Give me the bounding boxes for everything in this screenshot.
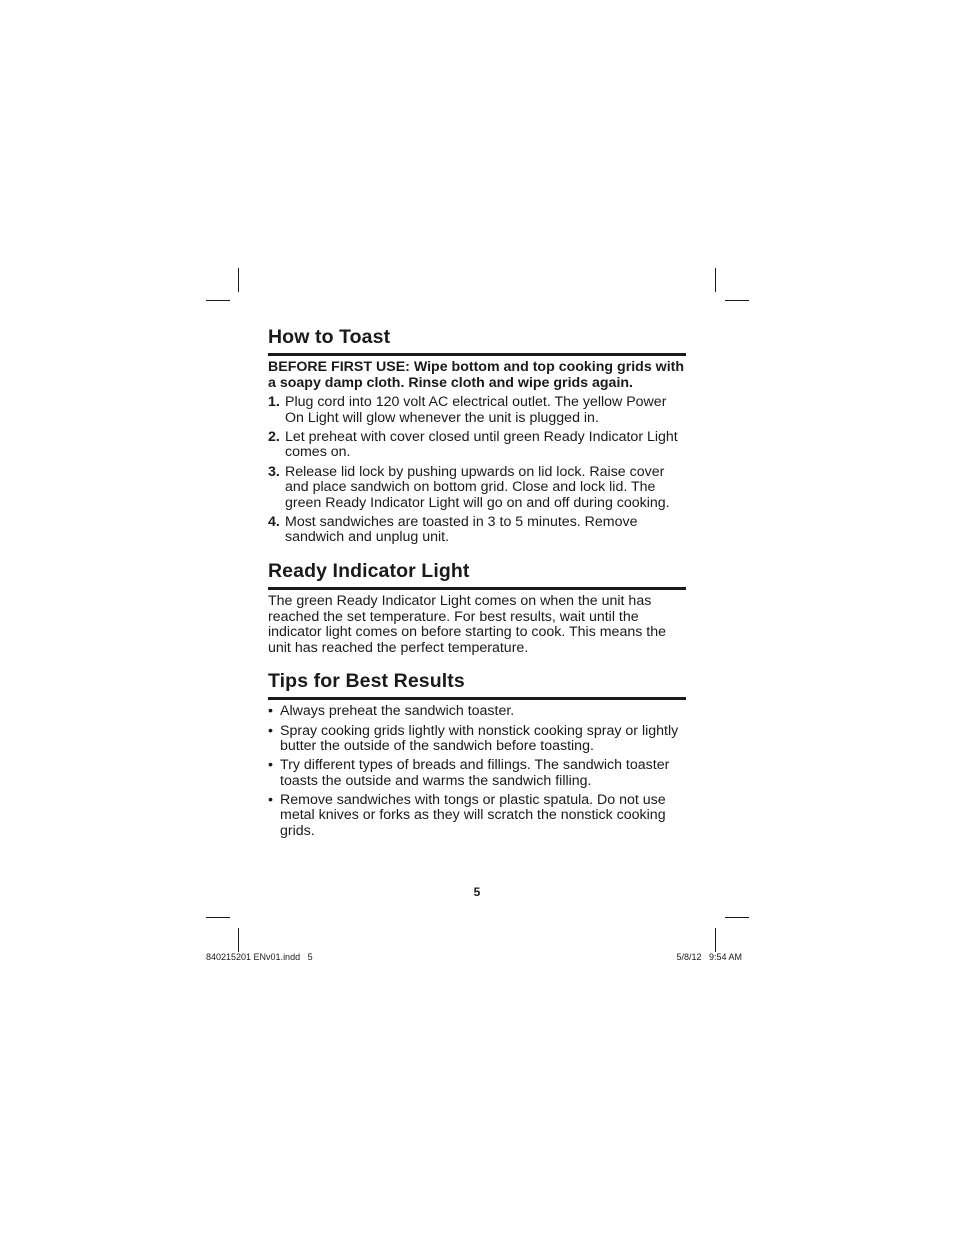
- step-number: 1.: [268, 394, 280, 411]
- bullet-icon: •: [268, 703, 273, 720]
- crop-mark: [725, 917, 749, 918]
- step-text: Plug cord into 120 volt AC electrical outlet. The yellow Power On Light will glow whenever the unit is plugged in.: [285, 394, 667, 426]
- tip-text: Always preheat the sandwich toaster.: [280, 703, 515, 720]
- tips-list: [268, 704, 686, 839]
- step-number: 3.: [268, 463, 280, 480]
- page-number: 5: [473, 885, 481, 899]
- list-item: [268, 704, 686, 720]
- bullet-icon: •: [268, 791, 273, 808]
- section-heading: Ready Indicator Light: [268, 560, 686, 590]
- tip-text: Try different types of breads and fillings. The sandwich toaster toasts the outside and warms the sandwich filling.: [280, 757, 670, 789]
- section-heading: Tips for Best Results: [268, 670, 686, 700]
- step-number: 2.: [268, 428, 280, 445]
- list-item: [268, 465, 686, 512]
- section-tips: [268, 670, 686, 839]
- bullet-icon: •: [268, 757, 273, 774]
- tip-text: Spray cooking grids lightly with nonstick cooking spray or lightly butter the outside of the sandwich before toasting.: [280, 722, 679, 755]
- list-item: [268, 724, 686, 755]
- list-item: [268, 793, 686, 840]
- crop-mark: [715, 928, 716, 952]
- step-text: Release lid lock by pushing upwards on lid lock. Raise cover and place sandwich on bottom grid. Close and lock lid. The green Ready Indicator Light will go on and off during cooking.: [285, 463, 670, 511]
- step-text: Let preheat with cover closed until green Ready Indicator Light comes on.: [285, 428, 678, 461]
- list-item: [268, 395, 686, 426]
- slug-file: 840215201 ENv01.indd 5: [206, 952, 313, 962]
- bullet-icon: •: [268, 722, 273, 739]
- step-number: 4.: [268, 513, 280, 530]
- page-content: [268, 326, 686, 843]
- tip-text: Remove sandwiches with tongs or plastic spatula. Do not use metal knives or forks as they will scratch the nonstick cooking grids.: [280, 791, 666, 840]
- section-ready-indicator-light: [268, 560, 686, 656]
- step-text: Most sandwiches are toasted in 3 to 5 minutes. Remove sandwich and unplug unit.: [285, 513, 638, 546]
- crop-mark: [725, 300, 749, 301]
- section-heading: How to Toast: [268, 326, 686, 356]
- list-item: [268, 515, 686, 546]
- crop-mark: [238, 928, 239, 952]
- list-item: [268, 430, 686, 461]
- section-body: The green Ready Indicator Light comes on when the unit has reached the set temperature. For best results, wait until the indicator light comes on before starting to cook. This means the unit has reached the perfect temperature.: [268, 593, 666, 656]
- crop-mark: [206, 917, 230, 918]
- list-item: [268, 758, 686, 789]
- before-first-use-note: BEFORE FIRST USE: Wipe bottom and top cooking grids with a soapy damp cloth. Rinse cloth and wipe grids again.: [268, 359, 685, 391]
- slug-datetime: 5/8/12 9:54 AM: [676, 952, 742, 962]
- crop-mark: [715, 268, 716, 292]
- crop-mark: [238, 268, 239, 292]
- steps-list: [268, 395, 686, 546]
- crop-mark: [206, 300, 230, 301]
- section-how-to-toast: [268, 326, 686, 546]
